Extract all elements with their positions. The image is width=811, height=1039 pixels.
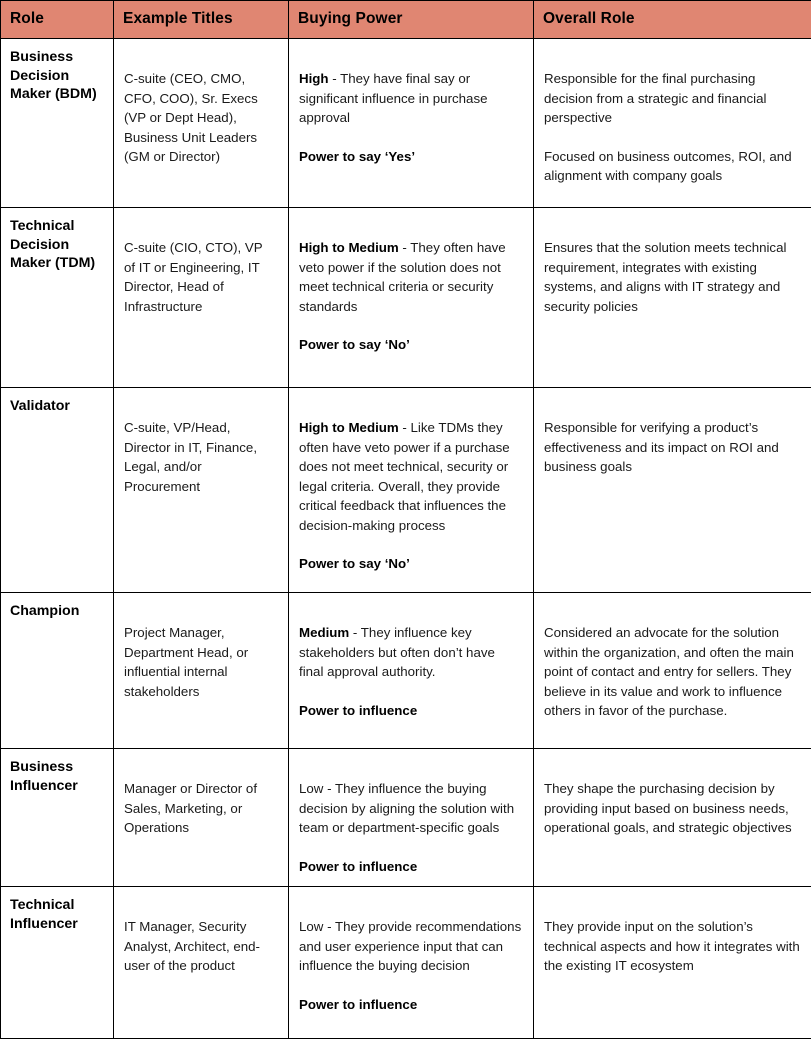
buying-power-cell [289, 39, 534, 208]
example-titles-text: C-suite (CIO, CTO), VP of IT or Engineering, IT Director, Head of Infrastructure [124, 238, 277, 316]
power-statement: Power to say ‘Yes’ [299, 147, 522, 167]
overall-role-paragraph: Ensures that the solution meets technical requirement, integrates with existing systems, and aligns with IT strategy and security policies [544, 238, 800, 316]
overall-role-paragraph: Focused on business outcomes, ROI, and alignment with company goals [544, 147, 800, 186]
overall-role-paragraph: Responsible for verifying a product’s effectiveness and its impact on ROI and business goals [544, 418, 800, 477]
overall-role-cell [534, 39, 811, 208]
column-header-overall-role: Overall Role [534, 1, 811, 39]
column-header-buying-power: Buying Power [289, 1, 534, 39]
overall-role-paragraph: They shape the purchasing decision by providing input based on business needs, operational goals, and strategic objectives [544, 779, 800, 838]
buying-power-detail: - They influence the buying decision by aligning the solution with team or department-specific goals [299, 781, 514, 835]
buying-power-level: Medium [299, 625, 349, 640]
role-name-cell [1, 388, 114, 593]
table-body [1, 39, 811, 1039]
role-name-cell [1, 749, 114, 887]
buying-power-description [299, 238, 522, 316]
buying-power-cell [289, 388, 534, 593]
buying-power-description [299, 69, 522, 128]
overall-role-paragraph: They provide input on the solution’s technical aspects and how it integrates with the existing IT ecosystem [544, 917, 800, 976]
role-name-cell [1, 593, 114, 749]
example-titles-text: Project Manager, Department Head, or influential internal stakeholders [124, 623, 277, 701]
table-row [1, 39, 811, 208]
buying-power-detail: - They influence key stakeholders but often don’t have final approval authority. [299, 625, 495, 679]
role-name-text: Technical Decision Maker (TDM) [1, 208, 113, 281]
buying-power-cell [289, 887, 534, 1039]
buying-power-cell [289, 208, 534, 388]
overall-role-paragraph: Considered an advocate for the solution within the organization, and often the main point of contact and entry for sellers. They believe in its value and work to influence others in favor of the purchase. [544, 623, 800, 721]
example-titles-cell [114, 887, 289, 1039]
buying-power-level: High [299, 71, 329, 86]
power-statement: Power to influence [299, 701, 522, 721]
table-row [1, 887, 811, 1039]
buying-power-description [299, 917, 522, 976]
buying-power-description [299, 779, 522, 838]
example-titles-cell [114, 39, 289, 208]
power-statement: Power to say ‘No’ [299, 554, 522, 574]
buying-power-level: High to Medium [299, 240, 399, 255]
overall-role-cell [534, 388, 811, 593]
buying-power-level: High to Medium [299, 420, 399, 435]
example-titles-cell [114, 593, 289, 749]
power-statement: Power to influence [299, 857, 522, 877]
table-row [1, 593, 811, 749]
column-header-role: Role [1, 1, 114, 39]
example-titles-cell [114, 208, 289, 388]
buying-power-cell [289, 593, 534, 749]
role-name-text: Technical Influencer [1, 887, 113, 941]
overall-role-paragraph: Responsible for the final purchasing decision from a strategic and financial perspective [544, 69, 800, 128]
role-name-text: Business Influencer [1, 749, 113, 803]
power-statement: Power to influence [299, 995, 522, 1015]
table-row [1, 208, 811, 388]
role-name-cell [1, 39, 114, 208]
role-name-text: Validator [1, 388, 113, 424]
example-titles-text: IT Manager, Security Analyst, Architect, end-user of the product [124, 917, 277, 976]
role-name-cell [1, 208, 114, 388]
power-statement: Power to say ‘No’ [299, 335, 522, 355]
overall-role-cell [534, 749, 811, 887]
table-header [1, 1, 811, 39]
column-header-example-titles: Example Titles [114, 1, 289, 39]
table-row [1, 388, 811, 593]
buying-power-description [299, 418, 522, 535]
example-titles-text: C-suite, VP/Head, Director in IT, Finance, Legal, and/or Procurement [124, 418, 277, 496]
overall-role-cell [534, 208, 811, 388]
example-titles-text: Manager or Director of Sales, Marketing, or Operations [124, 779, 277, 838]
role-name-text: Business Decision Maker (BDM) [1, 39, 113, 112]
role-name-cell [1, 887, 114, 1039]
buying-power-detail: - Like TDMs they often have veto power if a purchase does not meet technical, security or legal criteria. Overall, they provide critical feedback that influences the decision-making process [299, 420, 510, 533]
example-titles-cell [114, 388, 289, 593]
overall-role-cell [534, 593, 811, 749]
buying-power-detail: - They have final say or significant influence in purchase approval [299, 71, 488, 125]
table-row [1, 749, 811, 887]
example-titles-cell [114, 749, 289, 887]
header-row [1, 1, 811, 39]
buying-power-level: Low [299, 919, 323, 934]
buying-power-cell [289, 749, 534, 887]
example-titles-text: C-suite (CEO, CMO, CFO, COO), Sr. Execs (VP or Dept Head), Business Unit Leaders (GM or Director) [124, 69, 277, 167]
buying-power-level: Low [299, 781, 323, 796]
buying-power-detail: - They provide recommendations and user experience input that can influence the buying decision [299, 919, 521, 973]
buying-power-description [299, 623, 522, 682]
role-name-text: Champion [1, 593, 113, 629]
buying-power-detail: - They often have veto power if the solution does not meet technical criteria or security standards [299, 240, 506, 314]
overall-role-cell [534, 887, 811, 1039]
